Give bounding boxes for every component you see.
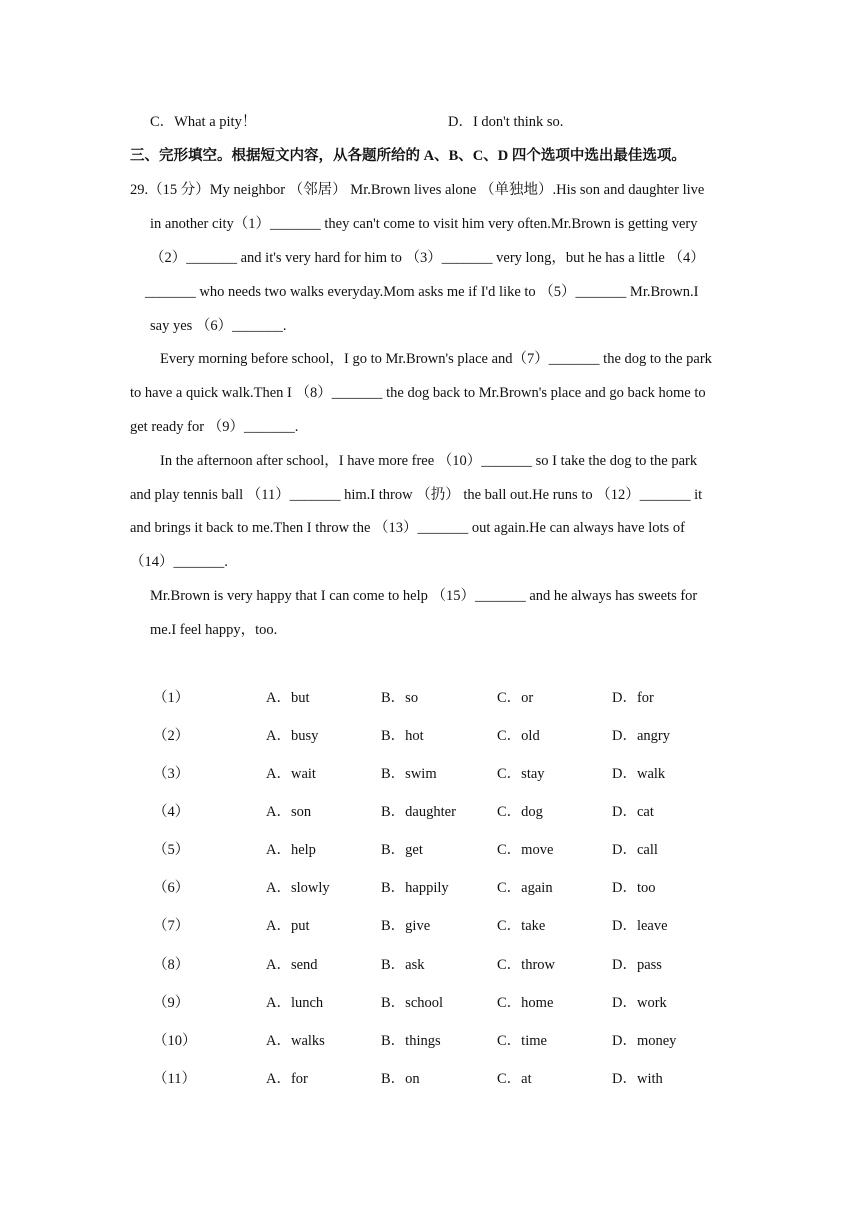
passage-line: Mr.Brown is very happy that I can come to help （15）_______ and he always has sweets for <box>150 588 698 604</box>
option-c: C．time <box>497 1033 547 1049</box>
option-row <box>0 1068 860 1090</box>
passage-line: to have a quick walk.Then I （8）_______ the dog back to Mr.Brown's place and go back home to <box>130 385 706 401</box>
question-number: （10） <box>153 1033 197 1049</box>
passage-line: （2）_______ and it's very hard for him to （3）_______ very long，but he has a little （4） <box>150 250 705 266</box>
option-b: B．give <box>381 918 431 934</box>
option-b: B．things <box>381 1033 441 1049</box>
option-d: D．too <box>612 880 656 896</box>
option-c: C．move <box>497 842 554 858</box>
option-row <box>0 915 860 937</box>
option-d: D．angry <box>612 728 670 744</box>
question-number: （6） <box>153 880 190 896</box>
option-d: D．call <box>612 842 658 858</box>
question-number: （8） <box>153 957 190 973</box>
option-c: C．take <box>497 918 546 934</box>
question-number: （3） <box>153 766 190 782</box>
option-d: D．for <box>612 690 654 706</box>
option-b: B．ask <box>381 957 425 973</box>
option-b: B．hot <box>381 728 424 744</box>
option-c: C．stay <box>497 766 545 782</box>
option-row <box>0 1030 860 1052</box>
option-row <box>0 954 860 976</box>
option-b: B．on <box>381 1071 420 1087</box>
question-number: （7） <box>153 918 190 934</box>
option-c: C．again <box>497 880 553 896</box>
question-number: （1） <box>153 690 190 706</box>
option-row <box>0 801 860 823</box>
option-row <box>0 992 860 1014</box>
option-b: B．daughter <box>381 804 456 820</box>
option-d: D．money <box>612 1033 677 1049</box>
prev-option-c: C．What a pity！ <box>150 114 257 130</box>
option-b: B．swim <box>381 766 437 782</box>
option-row <box>0 839 860 861</box>
option-a: A．walks <box>266 1033 325 1049</box>
passage-line: Every morning before school，I go to Mr.Brown's place and（7）_______ the dog to the park <box>160 351 712 367</box>
option-c: C．home <box>497 995 554 1011</box>
passage-line: 29.（15 分）My neighbor （邻居） Mr.Brown lives alone （单独地）.His son and daughter live <box>130 182 705 198</box>
option-b: B．so <box>381 690 419 706</box>
passage-line: in another city（1）_______ they can't come to visit him very often.Mr.Brown is getting very <box>150 216 698 232</box>
prev-option-d: D．I don't think so. <box>448 114 564 130</box>
question-number: （5） <box>153 842 190 858</box>
option-d: D．with <box>612 1071 663 1087</box>
option-row <box>0 687 860 709</box>
option-b: B．happily <box>381 880 449 896</box>
section-header: 三、完形填空。根据短文内容，从各题所给的 A、B、C、D 四个选项中选出最佳选项。 <box>130 148 686 164</box>
option-c: C．throw <box>497 957 555 973</box>
option-a: A．slowly <box>266 880 330 896</box>
passage-line: get ready for （9）_______. <box>130 419 299 435</box>
option-a: A．busy <box>266 728 319 744</box>
passage-line: （14）_______. <box>130 554 228 570</box>
option-a: A．send <box>266 957 318 973</box>
passage-line: and play tennis ball （11）_______ him.I throw （扔） the ball out.He runs to （12）_______ it <box>130 487 703 503</box>
option-a: A．help <box>266 842 316 858</box>
option-row <box>0 763 860 785</box>
option-d: D．leave <box>612 918 668 934</box>
option-a: A．but <box>266 690 310 706</box>
option-a: A．wait <box>266 766 316 782</box>
option-d: D．work <box>612 995 667 1011</box>
option-c: C．at <box>497 1071 532 1087</box>
passage-line: me.I feel happy，too. <box>150 622 278 638</box>
option-b: B．school <box>381 995 444 1011</box>
option-c: C．dog <box>497 804 543 820</box>
question-number: （11） <box>153 1071 196 1087</box>
question-number: （9） <box>153 995 190 1011</box>
option-c: C．or <box>497 690 534 706</box>
option-a: A．son <box>266 804 312 820</box>
option-a: A．put <box>266 918 310 934</box>
option-d: D．walk <box>612 766 666 782</box>
option-a: A．for <box>266 1071 308 1087</box>
option-d: D．cat <box>612 804 654 820</box>
option-a: A．lunch <box>266 995 324 1011</box>
option-c: C．old <box>497 728 540 744</box>
passage-line: say yes （6）_______. <box>150 318 287 334</box>
question-number: （2） <box>153 728 190 744</box>
question-number: （4） <box>153 804 190 820</box>
passage-line: In the afternoon after school，I have more free （10）_______ so I take the dog to the park <box>160 453 698 469</box>
option-row <box>0 725 860 747</box>
passage-line: and brings it back to me.Then I throw the （13）_______ out again.He can always have lots of <box>130 520 685 536</box>
option-b: B．get <box>381 842 423 858</box>
option-row <box>0 877 860 899</box>
passage-line: _______ who needs two walks everyday.Mom asks me if I'd like to （5）_______ Mr.Brown.I <box>145 284 699 300</box>
option-d: D．pass <box>612 957 662 973</box>
